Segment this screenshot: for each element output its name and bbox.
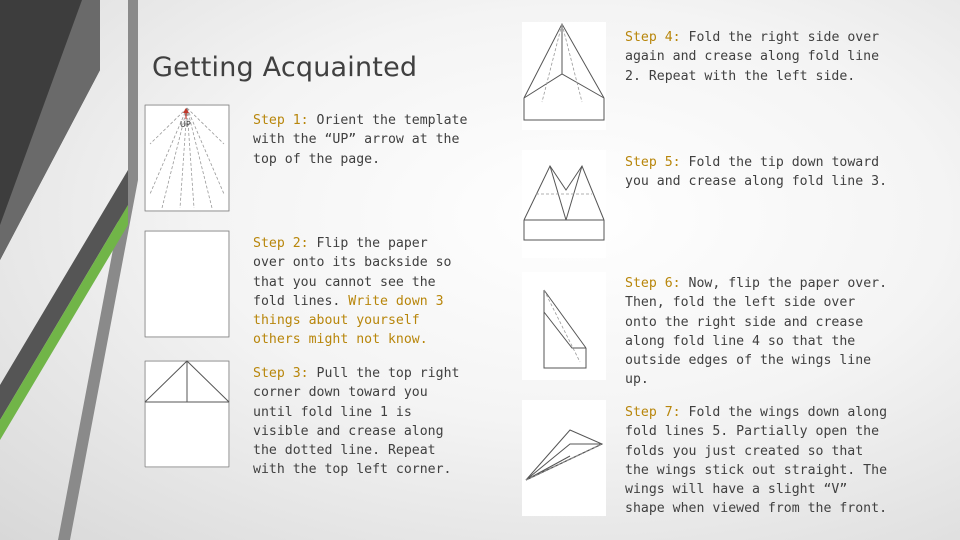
step-6-body: Now, flip the paper over. Then, fold the left side over onto the right side and crease along fold line 4 so that the outside edges of the wings line up. [625,276,888,388]
step-1-figure [144,104,230,212]
step-7-figure [522,400,606,516]
step-2-label: Step 2: [253,236,309,251]
decorative-diagonal-bands [0,0,140,540]
step-6-label: Step 6: [625,276,681,291]
step-5-figure [522,150,606,258]
blank-paper-diagram [144,230,230,338]
page-title: Getting Acquainted [152,52,418,83]
step-7-text [625,403,890,519]
step-4-label: Step 4: [625,30,681,45]
step-6-figure [522,272,606,380]
step-4-figure [522,22,606,130]
step-5-text [625,153,890,192]
step-3-figure [144,360,230,468]
step-4-body: Fold the right side over again and crease along fold line 2. Repeat with the left side. [625,30,880,84]
finished-plane-diagram [522,400,606,516]
up-label: UP [180,120,191,129]
step-2-prompt: Write down 3 things about yourself others might not know. [253,293,444,348]
step-5-body: Fold the tip down toward you and crease along fold line 3. [625,155,888,190]
step-3-label: Step 3: [253,366,309,381]
side-fold-diagram [522,22,606,130]
tip-fold-diagram [522,150,606,258]
step-6-text [625,274,890,390]
step-2-figure [144,230,230,338]
step-2-body: Flip the paper over onto its backside so that you cannot see the fold lines. [253,236,452,309]
corner-fold-diagram [144,360,230,468]
step-3-text [253,364,468,480]
step-7-body: Fold the wings down along fold lines 5. Partially open the folds you just created so that the wings stick out straight. The wings will have a slight “V” shape when viewed from the front. [625,405,888,517]
step-7-label: Step 7: [625,405,681,420]
step-5-label: Step 5: [625,155,681,170]
step-4-text [625,28,890,86]
step-1-text [253,111,468,169]
step-1-label: Step 1: [253,113,309,128]
template-diagram [144,104,230,212]
step-3-body: Pull the top right corner down toward you until fold line 1 is visible and crease along the dotted line. Repeat with the top left corner. [253,366,460,478]
step-2-text [253,234,463,350]
half-fold-diagram [522,272,606,380]
step-1-body: Orient the template with the “UP” arrow at the top of the page. [253,113,468,167]
